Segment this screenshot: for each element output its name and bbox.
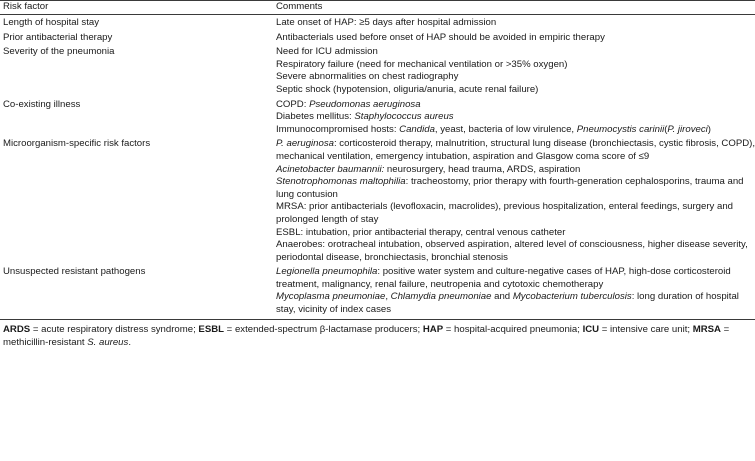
risk-factor-cell: Prior antibacterial therapy [3,31,113,43]
risk-factor-cell: Co-existing illness [3,98,81,110]
comments-cell [273,136,755,264]
comment-line: Need for ICU admission [276,46,378,58]
abbr-definition: = acute respiratory distress syndrome; [30,323,199,335]
organism-name: Staphylococcus aureus [354,111,454,123]
abbr-definition: = intensive care unit; [599,323,693,335]
abbr-term: ESBL [198,323,225,335]
organism-name: Pseudomonas aeruginosa [309,98,421,110]
table-row [0,44,755,96]
comment-line-acinetobacter [276,164,755,177]
table-row [0,97,755,137]
comment-text: : corticosteroid therapy, malnutrition, structural lung disease (bronchiectasis, cystic fibrosis, COPD), mechanical ventilation, emergency intubation, aspiration and Glasgow coma score of ≤9 [276,138,755,162]
abbr-term: MRSA [692,323,721,335]
comment-line-diabetes [276,111,755,124]
comment-text: : long duration of hospital stay, vicinity of index cases [276,291,739,316]
comment-line-p-aeruginosa [276,138,755,163]
table-row [0,264,755,319]
comments-cell [273,97,755,137]
risk-factor-cell: Length of hospital stay [3,17,100,28]
organism-name: P. jiroveci [667,123,708,135]
organism-name: Mycobacterium tuberculosis [512,291,632,303]
organism-name: Legionella pneumophila [276,266,378,278]
organism-name: S. aureus [87,336,129,348]
organism-name: Candida [399,123,435,135]
comment-line-immunocompromised [276,124,755,137]
comment-text: : tracheostomy, prior therapy with fourth-generation cephalosporins, trauma and lung contusion [276,176,744,200]
comment-line-stenotrophomonas [276,176,755,201]
comment-text: , yeast, bacteria of low virulence, [434,123,577,135]
paren-open: ( [664,123,668,135]
table-row [0,136,755,264]
risk-factor-cell: Severity of the pneumonia [3,46,115,58]
paren-close: ) [707,123,711,135]
comment-text: neurosurgery, head trauma, ARDS, aspiration [384,163,581,175]
organism-name: P. aeruginosa [276,138,334,150]
header-risk-factor: Risk factor [0,1,273,15]
comments-cell [273,44,755,96]
table-row [0,30,755,45]
risk-factor-cell: Unsuspected resistant pathogens [0,264,273,319]
organism-name: Stenotrophomonas maltophilia [276,176,406,188]
immunocompromised-label: Immunocompromised hosts: [276,123,400,135]
table-row [0,15,755,30]
comment-line: Respiratory failure (need for mechanical ventilation or >35% oxygen) [276,58,568,70]
comments-cell [273,15,755,30]
comment-line-atypical [276,291,755,316]
organism-name: Chlamydia pneumoniae [390,291,492,303]
abbr-term: HAP [422,323,444,335]
comment-line-anaerobes: Anaerobes: orotracheal intubation, observed aspiration, altered level of consciousness, higher disease severity, periodontal disease, bronchiectasis, bronchial stenosis [276,239,748,263]
comment-line-mrsa: MRSA: prior antibacterials (levofloxacin, macrolides), previous hospitalization, enteral feedings, surgery and prolonged length of stay [276,201,733,225]
abbr-definition: = hospital-acquired pneumonia; [443,323,583,335]
comment-line: Late onset of HAP: ≥5 days after hospital admission [276,17,497,28]
header-comments: Comments [273,1,755,15]
copd-label: COPD: [276,98,310,110]
abbr-definition: = extended-spectrum β-lactamase producers; [224,323,423,335]
comment-line: Antibacterials used before onset of HAP should be avoided in empiric therapy [276,31,605,43]
diabetes-label: Diabetes mellitus: [276,111,355,123]
comment-text: : positive water system and culture-negative cases of HAP, high-dose corticosteroid treatment, malignancy, renal failure, neutropenia and cytotoxic chemotherapy [276,266,731,290]
comments-cell [273,264,755,319]
comment-line: Septic shock (hypotension, oliguria/anuria, acute renal failure) [276,83,539,95]
comments-cell [273,30,755,45]
abbr-term: ICU [582,323,600,335]
comment-line-copd [276,99,755,112]
comment-line: Severe abnormalities on chest radiography [276,71,459,83]
footnote-end: . [128,336,131,348]
abbr-definition: = methicillin-resistant [3,323,730,348]
comment-line-esbl: ESBL: intubation, prior antibacterial therapy, central venous catheter [276,226,566,238]
organism-name: Mycoplasma pneumoniae [276,291,386,303]
organism-name: Pneumocystis carinii [576,123,665,135]
table-footnote [0,320,755,349]
risk-factor-cell: Microorganism-specific risk factors [3,138,151,150]
separator: and [491,291,513,303]
abbr-term: ARDS [3,323,31,335]
separator: , [385,291,391,303]
comment-line-legionella [276,266,755,291]
table-header-row [0,1,755,15]
organism-name: Acinetobacter baumannii: [276,163,385,175]
